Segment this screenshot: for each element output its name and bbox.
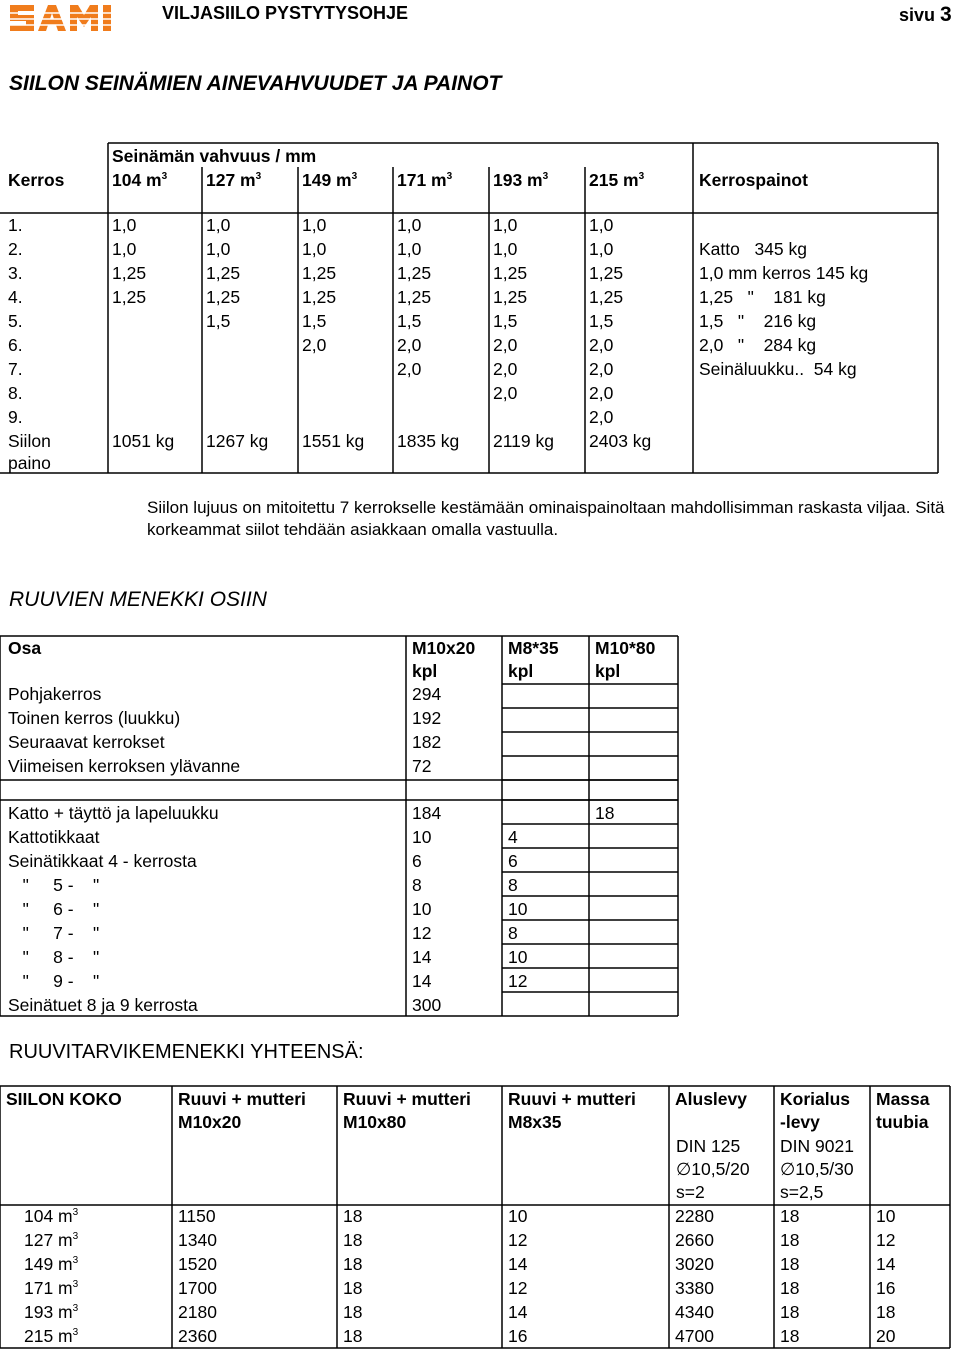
column-header: Ruuvi + mutteri xyxy=(178,1089,306,1109)
washer-spec: s=2 xyxy=(676,1182,705,1202)
bolt-count: 10 xyxy=(412,899,432,919)
bolt-count: 10 xyxy=(508,947,528,967)
summary-value: 18 xyxy=(780,1326,800,1346)
thickness-value: 2,0 xyxy=(493,383,518,403)
thickness-value: 1,25 xyxy=(206,263,241,283)
row-label: 8. xyxy=(8,383,23,403)
thickness-value: 1,25 xyxy=(112,287,147,307)
weight-label: Siilon xyxy=(8,431,51,451)
summary-value: 18 xyxy=(343,1278,363,1298)
part-name: Seinätuet 8 ja 9 kerrosta xyxy=(8,995,198,1015)
column-header: tuubia xyxy=(876,1112,929,1132)
thickness-value: 2,0 xyxy=(302,335,327,355)
thickness-value: 1,5 xyxy=(589,311,614,331)
bolt-count: 8 xyxy=(508,875,518,895)
summary-value: 2360 xyxy=(178,1326,217,1346)
part-name: Viimeisen kerroksen ylävanne xyxy=(8,756,241,776)
bolt-count: 6 xyxy=(508,851,518,871)
thickness-value: 1,25 xyxy=(589,263,624,283)
part-name: " 6 - " xyxy=(8,899,100,919)
bolt-count: 12 xyxy=(412,923,432,943)
document-title: VILJASIILO PYSTYTYSOHJE xyxy=(162,3,409,23)
summary-value: 14 xyxy=(508,1254,528,1274)
column-header: Osa xyxy=(8,638,42,658)
floor-weight: Seinäluukku.. 54 kg xyxy=(699,359,857,379)
page-number: sivu 3 xyxy=(899,3,952,26)
thickness-value: 1,0 xyxy=(206,239,231,259)
bolt-count: 18 xyxy=(595,803,615,823)
thickness-value: 1,25 xyxy=(493,287,528,307)
summary-value: 18 xyxy=(780,1254,800,1274)
column-header: M10x20 xyxy=(178,1112,242,1132)
company-logo xyxy=(8,2,126,39)
thickness-value: 2,0 xyxy=(493,335,518,355)
column-header-size: 193 $m^3$ xyxy=(493,170,549,190)
part-name: " 9 - " xyxy=(8,971,100,991)
bolt-count: 182 xyxy=(412,732,442,752)
summary-value: 10 xyxy=(508,1206,528,1226)
thickness-value: 1,25 xyxy=(493,263,528,283)
silo-size: 104 $m^3$ xyxy=(24,1206,79,1226)
thickness-value: 2,0 xyxy=(589,335,614,355)
silo-weight: 1051 kg xyxy=(112,431,175,451)
thickness-value: 2,0 xyxy=(589,383,614,403)
summary-value: 10 xyxy=(876,1206,896,1226)
summary-value: 16 xyxy=(508,1326,528,1346)
floor-weight: 1,25 " 181 kg xyxy=(699,287,826,307)
silo-size: 193 $m^3$ xyxy=(24,1302,79,1322)
column-unit: kpl xyxy=(412,661,438,681)
bolt-count: 8 xyxy=(412,875,422,895)
bolt-count: 4 xyxy=(508,827,518,847)
part-name: Pohjakerros xyxy=(8,684,102,704)
row-label: 2. xyxy=(8,239,23,259)
floor-weight: Katto 345 kg xyxy=(699,239,807,259)
column-header: Ruuvi + mutteri xyxy=(343,1089,471,1109)
bolt-count: 14 xyxy=(412,971,432,991)
part-name: " 5 - " xyxy=(8,875,100,895)
section1-title: SIILON SEINÄMIEN AINEVAHVUUDET JA PAINOT xyxy=(9,72,502,95)
washer-spec: ∅10,5/30 xyxy=(780,1159,854,1179)
summary-value: 1700 xyxy=(178,1278,217,1298)
column-header: Ruuvi + mutteri xyxy=(508,1089,636,1109)
row-label: 7. xyxy=(8,359,23,379)
summary-value: 18 xyxy=(780,1230,800,1250)
row-label: 9. xyxy=(8,407,23,427)
summary-value: 18 xyxy=(343,1326,363,1346)
thickness-value: 1,25 xyxy=(397,263,432,283)
thickness-value: 2,0 xyxy=(397,335,422,355)
column-header: M10x80 xyxy=(343,1112,407,1132)
silo-weight: 2403 kg xyxy=(589,431,652,451)
summary-value: 20 xyxy=(876,1326,896,1346)
thickness-value: 1,0 xyxy=(493,239,518,259)
column-header: Kerros xyxy=(8,170,65,190)
part-name: Seinätikkaat 4 - kerrosta xyxy=(8,851,197,871)
washer-spec: ∅10,5/20 xyxy=(676,1159,750,1179)
summary-value: 14 xyxy=(508,1302,528,1322)
group-header: Seinämän vahvuus / mm xyxy=(112,146,317,166)
thickness-value: 1,25 xyxy=(302,263,337,283)
summary-value: 18 xyxy=(780,1206,800,1226)
column-header: M8x35 xyxy=(508,1112,562,1132)
bolt-count: 294 xyxy=(412,684,442,704)
washer-spec: DIN 9021 xyxy=(780,1136,854,1156)
row-label: 6. xyxy=(8,335,23,355)
thickness-value: 2,0 xyxy=(397,359,422,379)
washer-spec: DIN 125 xyxy=(676,1136,741,1156)
strength-note: Siilon lujuus on mitoitettu 7 kerrokselle kestämään ominaispainoltaan mahdollisimman raskasta viljaa. Sitä korkeammat siilot tehdään asiakkaan omalla vastuulla. xyxy=(147,498,945,539)
thickness-value: 1,0 xyxy=(302,215,327,235)
section2-title: RUUVIEN MENEKKI OSIIN xyxy=(9,588,267,611)
thickness-value: 2,0 xyxy=(589,359,614,379)
thickness-value: 1,25 xyxy=(206,287,241,307)
silo-size: 127 $m^3$ xyxy=(24,1230,79,1250)
column-header: Massa xyxy=(876,1089,930,1109)
column-header-size: 171 $m^3$ xyxy=(397,170,453,190)
row-label: 3. xyxy=(8,263,23,283)
summary-value: 2280 xyxy=(675,1206,714,1226)
summary-value: 16 xyxy=(876,1278,896,1298)
bolt-count: 14 xyxy=(412,947,432,967)
section3-title: RUUVITARVIKEMENEKKI YHTEENSÄ: xyxy=(9,1041,364,1063)
thickness-value: 1,5 xyxy=(206,311,231,331)
summary-value: 14 xyxy=(876,1254,896,1274)
bolt-count: 8 xyxy=(508,923,518,943)
row-label: 1. xyxy=(8,215,23,235)
thickness-value: 1,25 xyxy=(112,263,147,283)
silo-size: 171 $m^3$ xyxy=(24,1278,79,1298)
summary-value: 1340 xyxy=(178,1230,217,1250)
thickness-value: 1,0 xyxy=(493,215,518,235)
summary-value: 18 xyxy=(876,1302,896,1322)
thickness-value: 2,0 xyxy=(493,359,518,379)
thickness-value: 1,25 xyxy=(302,287,337,307)
column-header: Kerrospainot xyxy=(699,170,808,190)
bolt-count: 192 xyxy=(412,708,442,728)
summary-value: 18 xyxy=(343,1254,363,1274)
bolt-count: 10 xyxy=(508,899,528,919)
column-header: Aluslevy xyxy=(675,1089,747,1109)
summary-value: 18 xyxy=(343,1206,363,1226)
floor-weight: 1,5 " 216 kg xyxy=(699,311,817,331)
thickness-value: 1,0 xyxy=(206,215,231,235)
silo-weight: 1267 kg xyxy=(206,431,269,451)
summary-value: 12 xyxy=(508,1230,528,1250)
column-header-size: 215 $m^3$ xyxy=(589,170,645,190)
summary-value: 2180 xyxy=(178,1302,217,1322)
bolt-count: 300 xyxy=(412,995,442,1015)
part-name: " 8 - " xyxy=(8,947,100,967)
floor-weight: 1,0 mm kerros 145 kg xyxy=(699,263,869,283)
summary-value: 2660 xyxy=(675,1230,714,1250)
row-label: 4. xyxy=(8,287,23,307)
thickness-value: 1,25 xyxy=(589,287,624,307)
bolt-count: 184 xyxy=(412,803,442,823)
thickness-value: 1,0 xyxy=(112,215,137,235)
summary-value: 12 xyxy=(876,1230,896,1250)
column-header: M10x20 xyxy=(412,638,476,658)
part-name: Katto + täyttö ja lapeluukku xyxy=(8,803,219,823)
silo-size: 215 $m^3$ xyxy=(24,1326,79,1346)
summary-value: 12 xyxy=(508,1278,528,1298)
part-name: Toinen kerros (luukku) xyxy=(8,708,181,728)
thickness-value: 1,5 xyxy=(493,311,518,331)
column-header: M8*35 xyxy=(508,638,559,658)
row-label: 5. xyxy=(8,311,23,331)
bolt-count: 12 xyxy=(508,971,528,991)
column-unit: kpl xyxy=(595,661,621,681)
column-unit: kpl xyxy=(508,661,534,681)
silo-size: 149 $m^3$ xyxy=(24,1254,79,1274)
thickness-value: 1,0 xyxy=(589,215,614,235)
silo-weight: 1835 kg xyxy=(397,431,460,451)
summary-value: 1150 xyxy=(178,1206,216,1226)
summary-value: 3380 xyxy=(675,1278,714,1298)
thickness-value: 1,0 xyxy=(112,239,137,259)
weight-label: paino xyxy=(8,453,51,473)
column-header: M10*80 xyxy=(595,638,656,658)
column-header-size: 149 $m^3$ xyxy=(302,170,358,190)
summary-value: 18 xyxy=(780,1302,800,1322)
thickness-value: 1,5 xyxy=(397,311,422,331)
part-name: " 7 - " xyxy=(8,923,100,943)
thickness-value: 1,0 xyxy=(397,239,422,259)
summary-value: 18 xyxy=(343,1230,363,1250)
thickness-value: 2,0 xyxy=(589,407,614,427)
summary-value: 4700 xyxy=(675,1326,714,1346)
washer-spec: s=2,5 xyxy=(780,1182,824,1202)
part-name: Seuraavat kerrokset xyxy=(8,732,165,752)
summary-value: 3020 xyxy=(675,1254,714,1274)
column-header-size: 127 $m^3$ xyxy=(206,170,262,190)
column-header: SIILON KOKO xyxy=(6,1089,122,1109)
summary-value: 18 xyxy=(343,1302,363,1322)
summary-value: 4340 xyxy=(675,1302,714,1322)
bolt-count: 72 xyxy=(412,756,432,776)
part-name: Kattotikkaat xyxy=(8,827,100,847)
thickness-value: 1,0 xyxy=(397,215,422,235)
thickness-value: 1,25 xyxy=(397,287,432,307)
column-header: Korialus xyxy=(780,1089,851,1109)
floor-weight: 2,0 " 284 kg xyxy=(699,335,817,355)
column-header: -levy xyxy=(780,1112,820,1132)
column-header-size: 104 $m^3$ xyxy=(112,170,168,190)
thickness-value: 1,0 xyxy=(302,239,327,259)
thickness-value: 1,5 xyxy=(302,311,327,331)
bolt-count: 6 xyxy=(412,851,422,871)
silo-weight: 2119 kg xyxy=(493,431,554,451)
summary-value: 1520 xyxy=(178,1254,217,1274)
silo-weight: 1551 kg xyxy=(302,431,365,451)
bolt-count: 10 xyxy=(412,827,432,847)
thickness-value: 1,0 xyxy=(589,239,614,259)
summary-value: 18 xyxy=(780,1278,800,1298)
